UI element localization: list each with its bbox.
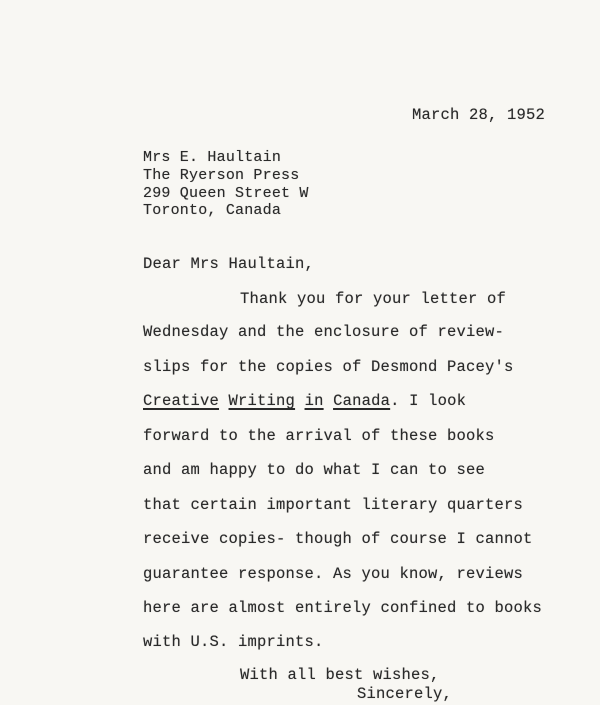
body-line: Thank you for your letter of: [240, 290, 507, 308]
body-line: Wednesday and the enclosure of review-: [143, 323, 505, 341]
signoff: Sincerely,: [357, 685, 453, 703]
letter-date: March 28, 1952: [412, 106, 546, 124]
recipient-city: Toronto, Canada: [143, 202, 282, 219]
book-title-word: in: [304, 392, 324, 410]
book-title-word: Creative: [143, 392, 220, 410]
body-line: with U.S. imprints.: [143, 633, 324, 651]
book-title-word: Canada: [333, 392, 391, 410]
recipient-street: 299 Queen Street W: [143, 185, 309, 202]
book-title-word: Writing: [228, 392, 296, 410]
salutation: Dear Mrs Haultain,: [143, 255, 315, 273]
body-line: that certain important literary quarters: [143, 496, 524, 514]
body-line: guarantee response. As you know, reviews: [143, 565, 524, 583]
body-line: forward to the arrival of these books: [143, 427, 495, 445]
body-line: slips for the copies of Desmond Pacey's: [143, 358, 514, 376]
closing: With all best wishes,: [240, 666, 440, 684]
body-line: here are almost entirely confined to books: [143, 599, 543, 617]
recipient-company: The Ryerson Press: [143, 167, 300, 184]
body-line: and am happy to do what I can to see: [143, 461, 486, 479]
body-line-rest: . I look: [390, 392, 467, 410]
body-line-book-title: [143, 392, 466, 410]
body-line: receive copies- though of course I cannot: [143, 530, 533, 548]
recipient-name: Mrs E. Haultain: [143, 149, 282, 166]
